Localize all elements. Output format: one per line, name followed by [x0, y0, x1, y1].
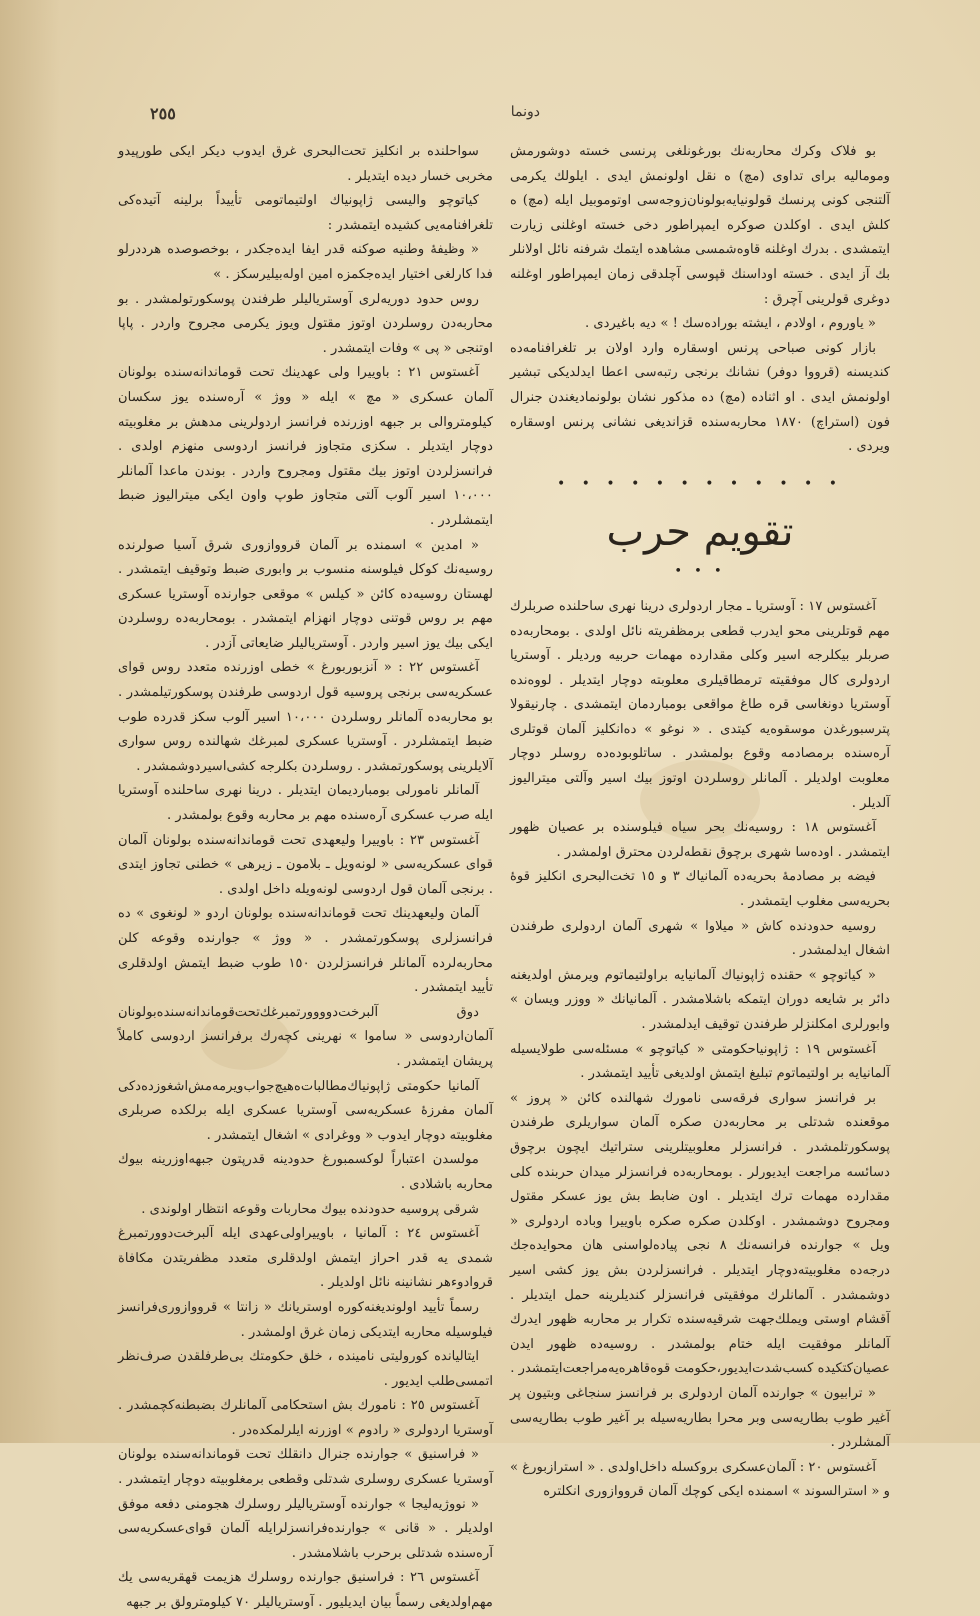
paragraph: آغستوس ٢٢ : « آنزبوربورغ » خطی اوزرنده متعدد روس قوای عسکريه‌سی برنجی پروسيه قول اردوسی طرفندن پوسکورتيلمشدر . بو محاربه‌ده آلمانلر روسلردن ١٠،٠٠٠ اسير آلوب سکز قدرده طوب ضبط ايتمشلردر . آوستريا عسکری لمبرغك شهالنده روس سواری آلايلرينی پوسکورتمشدر . روسلردن بکلرجه کشی‌اسيردوشمشدر . [118, 660, 494, 774]
paragraph: روس حدود دوريه‌لری آوستريالیلر طرفندن پوسکورتولمشدر . بو محاربه‌دن روسلردن اوتوز مقتول ويوز يکرمی مجروح واردر . پاپا اوتنجی « پی » وفات ايتمشدر . [118, 291, 493, 356]
paragraph: آلمانلر نامورلی بومبارديمان ايتديلر . درينا نهری ساحلنده آوستريا ايله صرب عسکری آره‌سنده مهم بر محاربه وقوع بولمشدر . [118, 783, 493, 824]
paragraph: شرقی پروسيه حدودنده بيوك محاربات وقوعه انتظار اولوندی . [141, 1201, 479, 1217]
page-number: ٢٥٥ [150, 104, 176, 123]
calendar-entry: آغستوس ١٨ : روسيه‌نك بحر سياه فيلوسنده بر عصيان ظهور ايتمشدر . اوده‌سا شهری برچوق نقطه‌لردن محترق اولمشدر . [510, 820, 890, 860]
paragraph: « نووژيه‌ليجا » جوارنده آوستريالیلر روسلرك هجومنی دفعه موفق اولديلر . « قانی » جوارنده‌فرانسزلرايله آلمان قوای‌عسکريه‌سی آره‌سنده شدتلی برحرب باشلامشدر . [118, 1496, 493, 1561]
paragraph: آغستوس ٢٥ : نامورك بش استحکامی آلمانلرك بضبطنه‌کچمشدر . آوستريا اردولری « رادوم » اوزرنه ايلرلمکده‌در . [118, 1398, 493, 1438]
left-column [118, 140, 494, 1611]
calendar-entry: بر فرانسز سواری فرقه‌سی نامورك شهالنده کائن « پروز » موقعنده شدتلی بر محاربه‌دن صکره آلمان سواريلری طرفندن پوسکورتلمشدر . فرانسزلر معلوبيتلرينی ستراتيك ايچون برچوق دسائسه‌ مراجعت ايديورلر . بومحاربه‌ده فرانسزلر ميدان حربنده کلی مقدارده مهمات ترك ايتديلر . اون ضابط بش يوز عسکر مقتول ومجروح دوشمشدر . اوکلدن صکره صکره باوييرا وباده اردولری « ويل » جوارنده فرانسه‌نك ٨ نجی پياده‌لواسنی هان محوايده‌جك درجه‌ده مغلوبيته‌دوچار ايتديلر . فرانسزلردن بش يوز کشی اسير دوشمشدر . آلمانلرك موفقيتی فرانسزلر کنديلرينه حمل ايتديلر . آقشام اوستی ويملك‌جهت شرقيه‌سنده تکرار بر محاربه ظهور ايدرك آلمانلر موفقيت ايله ختام بولمشدر . روسيه‌ده ظهور ايدن عصيان‌کتکيده کسب‌شدت‌ايديور،حکومت قوه‌قاهره‌يه‌مراجعت‌ايتمشدر . [510, 1090, 890, 1377]
page-fold-shadow [0, 0, 60, 1443]
paragraph: آغستوس ٢٤ : آلمانيا ، باوييراولی‌عهدی ايله آلبرخت‌دوورتمبرغ شمدی يه قدر احراز ايتمش اولدقلری متعدد مظفريتدن مکافاة قروادوءهر نشانينه نائل اولديلر . [118, 1226, 493, 1291]
paragraph: ايتاليانده کوروليتی نامينده ، خلق حکومتك بی‌طرفلقدن صرف‌نظر اتمسی‌طلب ايديور . [118, 1349, 493, 1389]
calendar-entry: آغستوس ١٧ : آوستريا ـ مجار اردولری درينا نهری ساحلنده صربلرك مهم قوتلرينی محو ايدرب قطعی برمظفريته نائل اولدی . بومحاربه‌ده صربلر بيکلرجه اسير وکلی مقدارده مهمات حربيه ورديلر . آوستريا اردولری کال موفقيته ترمطاقيلری معلوبته دوچار ايتديلر . لووه‌نده آوستريا دونغاسی قره طاغ مواقعی بومباردمان ايتمشدی . چارنيقولا پترسبورغدن موسقوه‌يه کيتدی . « نوغو » ده‌انکليز آلمان قوتلری آره‌سنده برمصادمه وقوع بولمشدر . ساتلوبوده‌ده روسلر دوچار معلوبت اولديلر . آلمانلر روسلردن اوتوز بيك اسير وآلتی ميتراليوز آلديلر . [510, 598, 890, 811]
paragraph: « وظيفهٔ وطنيه صوکنه قدر ايفا ايده‌جکدر ، بوخصوصده هرددرلو فدا کارلغی اختيار ايده‌جکمزه امين اوله‌بيليرسکز . » [118, 242, 493, 282]
paragraph: آغستوس ٢١ : باوييرا ولی عهدينك تحت قوماندانه‌سنده بولونان آلمان عسکری « مچ » ايله « ووژ » آره‌سنده يوز سکسان کيلومتروالی بر جبهه اوزرنده فرانسز اردولرينی مدهش بر مغلوبيته دوچار ايتديلر . سکزی متجاوز فرانسز اردوسی منهزم اولدی . فرانسزلردن اوتوز بيك مقتول ومجروح واردر . بوندن ماعدا آلمانلر ١٠،٠٠٠ اسير آلوب آلتی متجاوز طوپ واون ايکی ميتراليوز ضبط ايتمشلردر . [118, 365, 493, 528]
calendar-entry: « کياتوچو » حقنده ژاپونياك آلمانيايه براولتيماتوم ويرمش اولديغنه دائر بر شايعه دوران ايتمکه باشلامشدر . آلمانيانك « ووزر ويسان » وابورلری امکلنزلر طرفندن توقيف ايدلمشدر . [510, 967, 890, 1032]
calendar-entry: آغستوس ٢٠ : آلمان‌عسکری بروکسله داخل‌اولدی . « استرازبورغ » و « استرالسوند » اسمنده ايکی کوچك آلمان قرووازوری انکلتره [510, 1459, 890, 1500]
calendar-entry: « ترابيون » جوارنده آلمان اردولری بر فرانسز سنجاغی وبتيون پر آغير طوب بطاريه‌سی وبر محرا بطاريه‌سيله بر آغير طوب بطاريه‌سی آلمشلردر . [510, 1385, 890, 1451]
paragraph: سواحلنده بر انکليز تحت‌البحری غرق ايدوب ديکر ايکی طورپيدو مخربی خسار ديده ايتديلر . [118, 144, 493, 184]
paragraph: « فراسنيق » جوارنده جنرال دانقلك تحت قوماندانه‌سنده بولونان آوستريا عسکری روسلری شدتلی وقطعی برمغلوبيته دوچار ايتمشدر . [118, 1447, 493, 1488]
paragraph: آلمان وليعهدينك تحت قوماندانه‌سنده بولونان اردو « لونغوی » ده فرانسزلری پوسکورتمشدر . « ووژ » جوارنده وقوعه کلن محاربه‌لرده آلمانلر فرانسزلردن ١٥٠ طوب ضبط ايتمش اولدقلری تأييد ايتمشدر . [118, 906, 493, 996]
paragraph: آغستوس ٢٣ : باوييرا ولیعهدی تحت قوماندانه‌سنده بولونان آلمان قوای عسکريه‌سی « لونه‌ويل ـ بلامون ـ زيرهی » خطنی تجاوز ايتدی . برنجی آلمان قول اردوسی لونه‌ويله داخل اولدی . [118, 832, 493, 897]
separator-stars: • • • • • • • • • • • • [556, 475, 844, 492]
paragraph: بازار کونی صباحی پرنس اوسقاره وارد اولان بر تلغرافنامه‌ده کنديسنه (قرووا دوفر) نشانك برنجی رتبه‌سی اعطا ايدلديکی تبشير اولونمش ايدی . او اثناده (مچ) ده مذکور نشان بولونماديغندن جنرال فون (استراچ) ١٨٧٠ محاربه‌سنده قزانديغی نشانی پرنس اوسقاره ويردی . [510, 340, 891, 455]
paragraph: آغستوس ٢٦ : فراسنيق جوارنده روسلرك هزيمت قهقريه‌سی يك مهم‌اولديغی رسماً بيان ايديليور . آوستريالیلر ٧٠ کيلومترولق بر جبهه [118, 1570, 493, 1611]
paragraph: بو فلاک وکرك محاربه‌نك بورغونلغی پرنسی خسته دوشورمش وموماليه برای تداوی (مچ) ه نقل اولونمش ايدی . ايلولك يکرمی آلتنجی کونی پرنسك قولونيا‌يه‌بولونان‌زوجه‌سی اوتوموبيل ايله (مچ) ه کلش ايدی . اوکلدن صوکره ايمپراطور دخی خسته اوغلنی زيارت ايتمشدی . بدرك اوغلنه قاوه‌شمسی مشاهده ايتمك شرفنه نائل اولانلر بك آز ايدی . خسته اوداسنك قپوسی آچلدقی زمان ايمپراطور اوغلنه دوغری قولرينی آچرق : [510, 144, 890, 307]
right-column [510, 140, 891, 1500]
paragraph: مولسدن اعتباراً لوکسمبورغ حدودينه قدرپتون جبهه‌اوزرينه بيوك محاربه باشلادی . [118, 1152, 493, 1192]
paragraph: کياتوچو واليسی ژاپونياك اولتيماتومی تأييداً برلينه آتيده‌کی تلغرافنامه‌يی کشيده ايتمشدر : [118, 193, 493, 233]
paragraph: آلمانيا حکومتی ژاپونياك‌مطالبات‌ه‌هيچ‌جواب‌ويرمه‌مش‌اشغوزده‌دکی آلمان مفرزهٔ عسکريه‌سی آوستريا عسکری ايله برلکده صربلری مغلوبيته دوچار ايدوب « ووغرادی » اشغال ايتمشدر . [118, 1078, 493, 1143]
paragraph: رسماً تأييد اولونديغنه‌کوره اوستريانك « زانتا » قرووازوری‌فرانسز فيلوسيله محاربه ايتديکی زمان غرق اولمشدر . [118, 1299, 493, 1340]
paragraph: « ياوروم ، اولادم ، ايشته بوراده‌سك ! » ديه باغيردی . [584, 316, 876, 332]
page-header [110, 104, 900, 128]
calendar-entry: روسيه حدودنده کاش « ميلاوا » شهری آلمان اردولری طرفندن اشغال ايدلمشدر . [510, 918, 890, 959]
title-stars: • • • [674, 564, 726, 580]
paragraph: دوق آلبرخت‌دوووورتمبرغك‌تحت‌قوماندانه‌سنده‌بولونان آلمان‌اردوسی « ساموا » نهرينی کچه‌رك برفرانسز اردوسی کاملاً پريشان ايتمشدر . [118, 1004, 493, 1069]
running-head: دونما [510, 104, 540, 120]
paragraph: « امدين » اسمنده بر آلمان قرووازوری شرق آسيا صولرنده روسيه‌نك کوکل فيلوسنه منسوب بر وابوری ضبط وتوقيف ايتمشدر . لهستان روسيه‌ده کائن « کيلس » موقعی جوارنده آوستريا عسکری مهم بر روس قوتنی دوچار انهزام ايتمشدر . بومحاربه‌ده روسلردن ايکی بيك يوز اسير واردر . آوستريالیلر ضايعاتی آزدر . [118, 537, 493, 651]
section-title: تقويم حرب [606, 509, 794, 556]
calendar-entry: آغستوس ١٩ : ژاپونياحکومتی « کياتوچو » مسئله‌سی طولايسيله آلمانيايه بر اولتيماتوم تبليغ ايتمش اولديغی تأييد ايتمشدر . [510, 1041, 890, 1082]
calendar-entry: فيضه بر مصادمهٔ بحريه‌ده آلمانياك ٣ و ١٥ تخت‌البحری انکليز قوهٔ بحريه‌سی مغلوب ايتمشدر . [510, 869, 890, 910]
